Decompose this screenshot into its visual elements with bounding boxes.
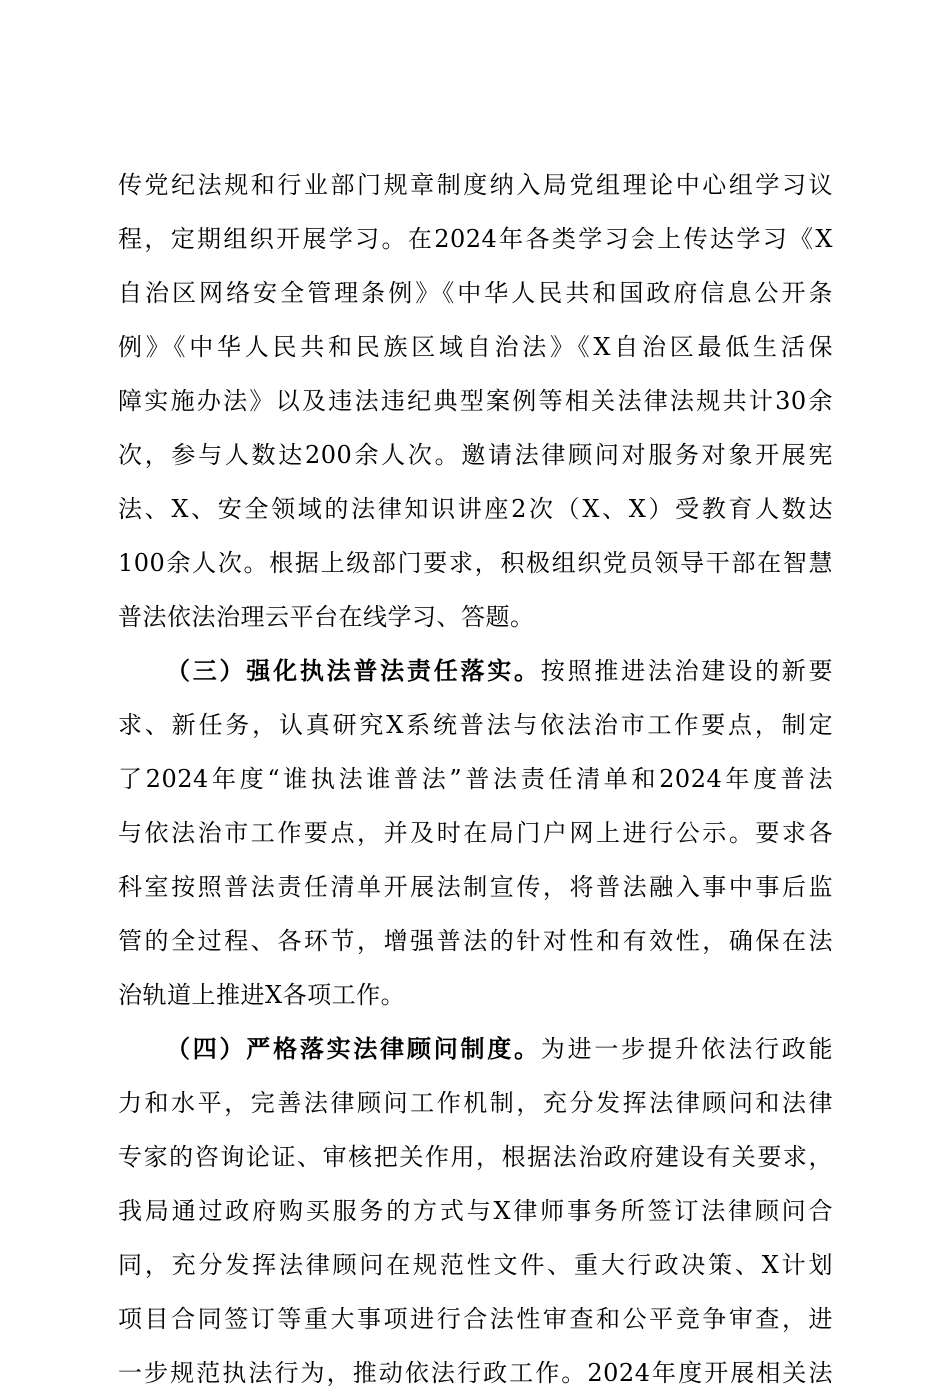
text-run: 按照推进法治建设的新要 xyxy=(540,657,834,685)
text-line: 程，定期组织开展学习。在2024年各类学习会上传达学习《X xyxy=(118,225,833,253)
section-heading: （四）严格落实法律顾问制度。 xyxy=(166,1034,541,1063)
paragraph-first-line xyxy=(118,1022,833,1076)
text-line: 同，充分发挥法律顾问在规范性文件、重大行政决策、X计划 xyxy=(118,1251,833,1279)
document-body xyxy=(118,158,833,1400)
text-line: 我局通过政府购买服务的方式与X律师事务所签订法律顾问合 xyxy=(118,1197,833,1225)
text-line: 专家的咨询论证、审核把关作用，根据法治政府建设有关要求， xyxy=(118,1143,833,1171)
paragraph-legal-counsel xyxy=(118,1022,833,1400)
text-line: 项目合同签订等重大事项进行合法性审查和公平竞争审查，进 xyxy=(118,1305,833,1333)
paragraph-continuation xyxy=(118,158,833,644)
text-line: 障实施办法》以及违法违纪典型案例等相关法律法规共计30余 xyxy=(118,387,833,415)
text-run: 为进一步提升依法行政能 xyxy=(540,1035,834,1063)
text-line: 治轨道上推进X各项工作。 xyxy=(118,981,406,1009)
text-line: 100余人次。根据上级部门要求，积极组织党员领导干部在智慧 xyxy=(118,549,833,577)
text-line: 法、X、安全领域的法律知识讲座2次（X、X）受教育人数达 xyxy=(118,495,833,523)
paragraph-first-line xyxy=(118,644,833,698)
text-line: 次，参与人数达200余人次。邀请法律顾问对服务对象开展宪 xyxy=(118,441,833,469)
text-line: 传党纪法规和行业部门规章制度纳入局党组理论中心组学习议 xyxy=(118,171,833,199)
text-line: 普法依法治理云平台在线学习、答题。 xyxy=(118,603,535,631)
section-heading: （三）强化执法普法责任落实。 xyxy=(166,656,541,685)
text-line: 求、新任务，认真研究X系统普法与依法治市工作要点，制定 xyxy=(118,711,833,739)
text-line: 了2024年度“谁执法谁普法”普法责任清单和2024年度普法 xyxy=(118,765,833,793)
text-line: 科室按照普法责任清单开展法制宣传，将普法融入事中事后监 xyxy=(118,873,833,901)
text-line: 一步规范执法行为，推动依法行政工作。2024年度开展相关法 xyxy=(118,1359,833,1387)
text-line: 自治区网络安全管理条例》《中华人民共和国政府信息公开条 xyxy=(118,279,833,307)
text-line: 管的全过程、各环节，增强普法的针对性和有效性，确保在法 xyxy=(118,927,833,955)
paragraph-enforcement-responsibility xyxy=(118,644,833,1022)
text-line: 力和水平，完善法律顾问工作机制，充分发挥法律顾问和法律 xyxy=(118,1089,833,1117)
text-line: 与依法治市工作要点，并及时在局门户网上进行公示。要求各 xyxy=(118,819,833,847)
text-line: 例》《中华人民共和民族区域自治法》《X自治区最低生活保 xyxy=(118,333,833,361)
